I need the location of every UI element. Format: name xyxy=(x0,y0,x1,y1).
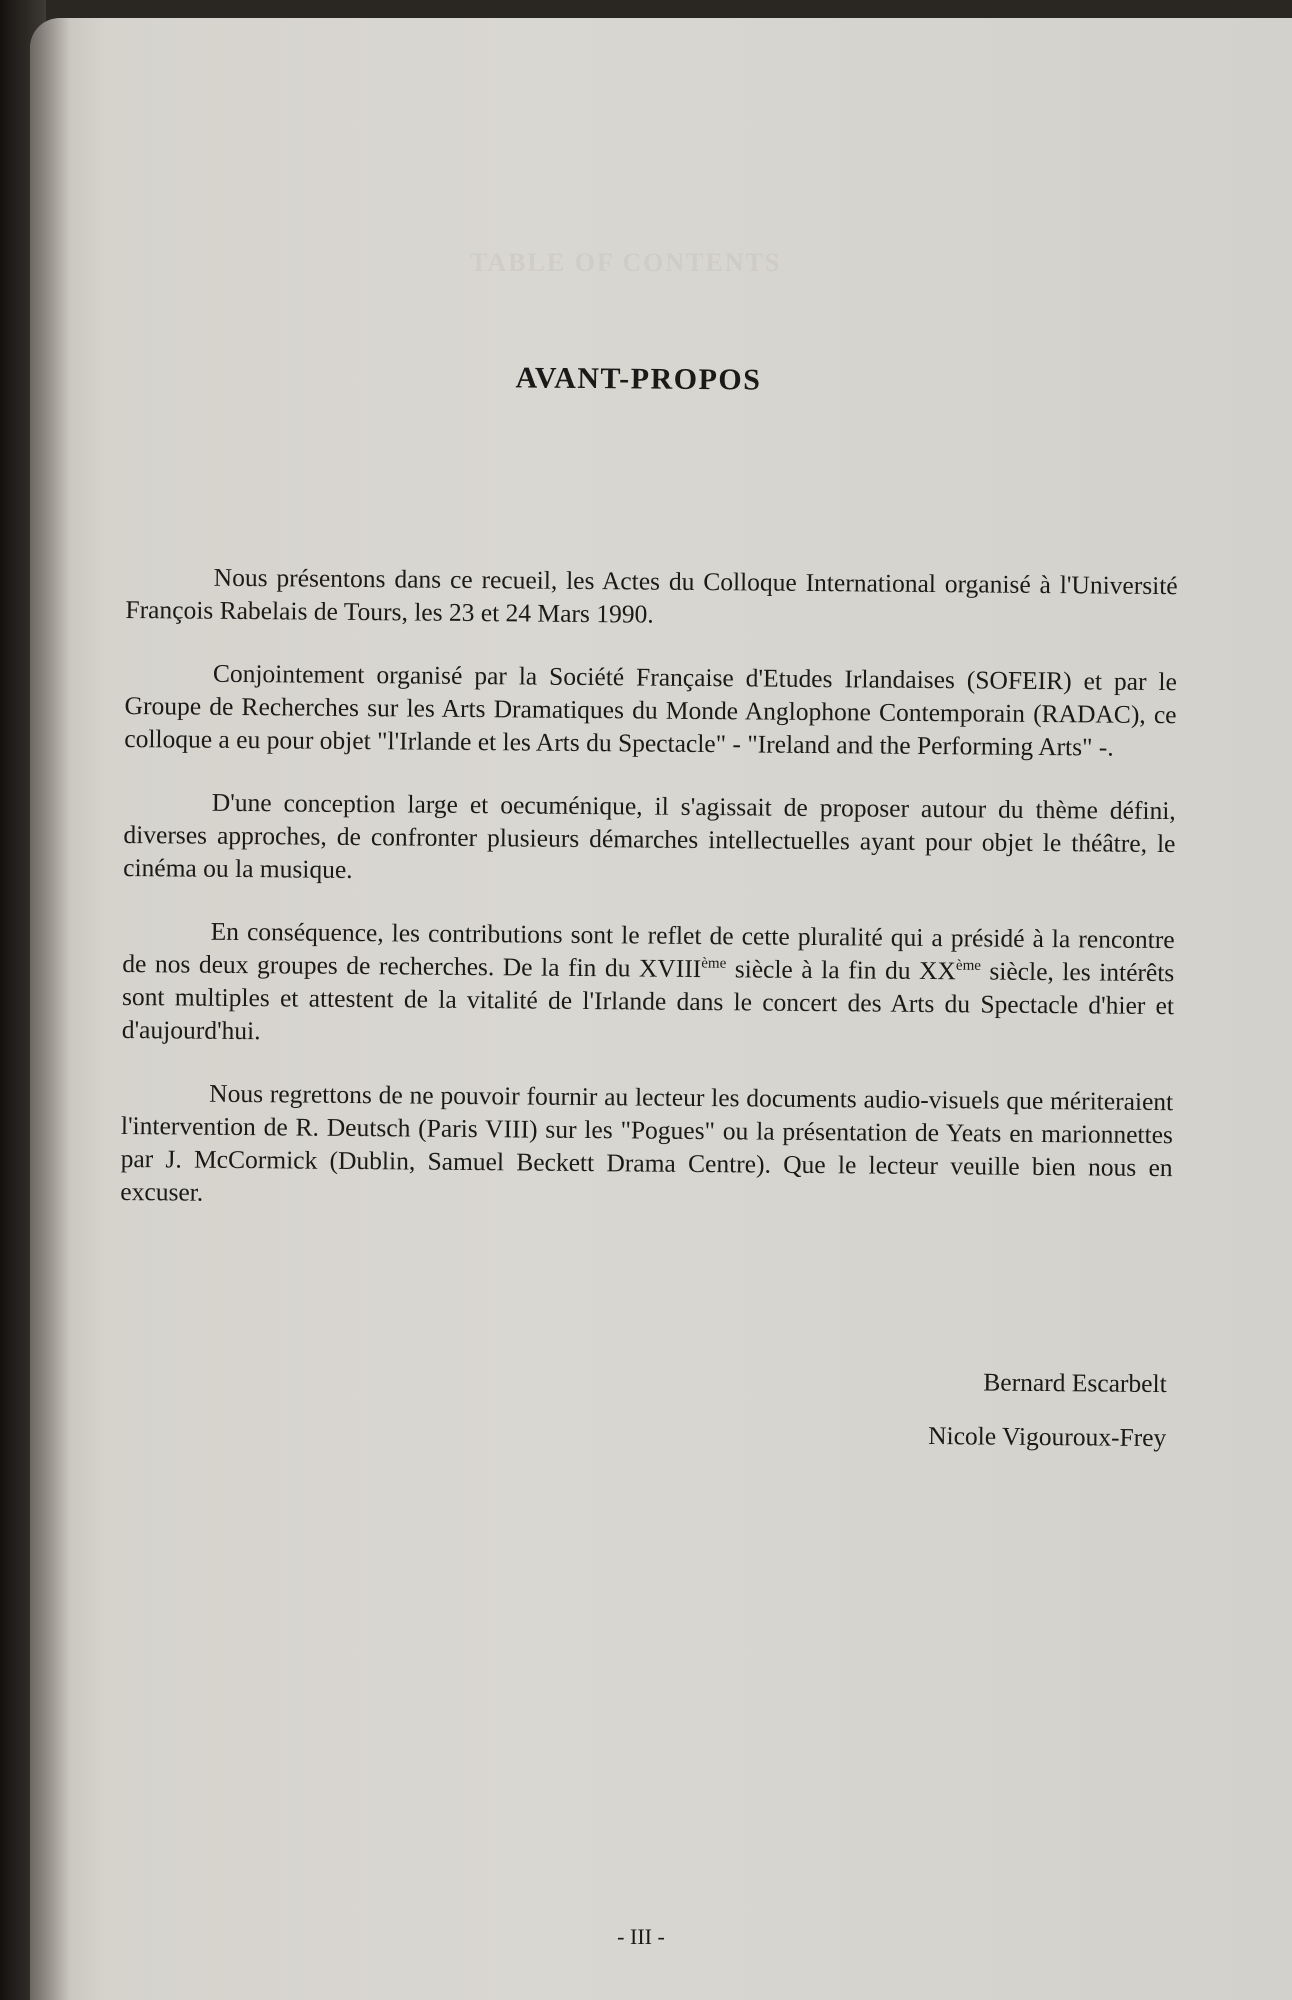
paragraph-5: Nous regrettons de ne pouvoir fournir au lecteur les documents audio-visuels que mériteraient l'intervention de R. Deutsch (Paris VIII) sur les "Pogues" ou la présentation de Yeats en marionnettes par J. McCormick (Dublin, Samuel Beckett Drama Centre). Que le lecteur veuille bien nous en excuser. xyxy=(120,1078,1174,1207)
page-gutter-shadow xyxy=(30,18,70,2000)
book-page xyxy=(30,18,1292,2000)
page-number: - III - xyxy=(617,1924,665,1949)
paragraph-1: Nous présentons dans ce recueil, les Actes du Colloque International organisé à l'Université François Rabelais de Tours, les 23 et 24 Mars 1990. xyxy=(125,562,1178,629)
signature-2: Nicole Vigouroux-Frey xyxy=(928,1421,1167,1453)
paragraph-4-part-3: siècle, les intérêts sont multiples et attestent de la vitalité de l'Irlande dans le concert des Arts du Spectacle d'hier et d'aujourd'hui. xyxy=(121,956,1175,1046)
paragraph-4 xyxy=(122,914,1175,1055)
signature-1: Bernard Escarbelt xyxy=(983,1367,1167,1399)
page-title: AVANT-PROPOS xyxy=(515,361,762,397)
paragraph-3: D'une conception large et oecuménique, il s'agissait de proposer autour du thème défini, diverses approches, de confronter plusieurs démarches intellectuelles ayant pour objet le théâtre, le cinéma ou la musique. xyxy=(123,787,1176,884)
paragraph-2: Conjointement organisé par la Société Française d'Etudes Irlandaises (SOFEIR) et par le Groupe de Recherches sur les Arts Dramatiques du Monde Anglophone Contemporain (RADAC), ce colloque a eu pour objet "l'Irlande et les Arts du Spectacle" - "Ireland and the Performing Arts" -. xyxy=(124,658,1177,762)
paragraph-4-part-1: En conséquence, les contributions sont le reflet de cette pluralité qui a présidé à la rencontre de nos deux groupes de recherches. De la fin du XVIII xyxy=(122,916,1175,984)
paragraph-4-part-2: siècle à la fin du XX xyxy=(726,954,957,986)
body-text xyxy=(120,560,1178,1217)
bleed-through-text: TABLE OF CONTENTS xyxy=(470,248,782,277)
page-content xyxy=(118,318,1180,1465)
superscript-1: ème xyxy=(701,955,727,972)
superscript-2: ème xyxy=(955,957,981,974)
signatures xyxy=(118,1348,1171,1465)
